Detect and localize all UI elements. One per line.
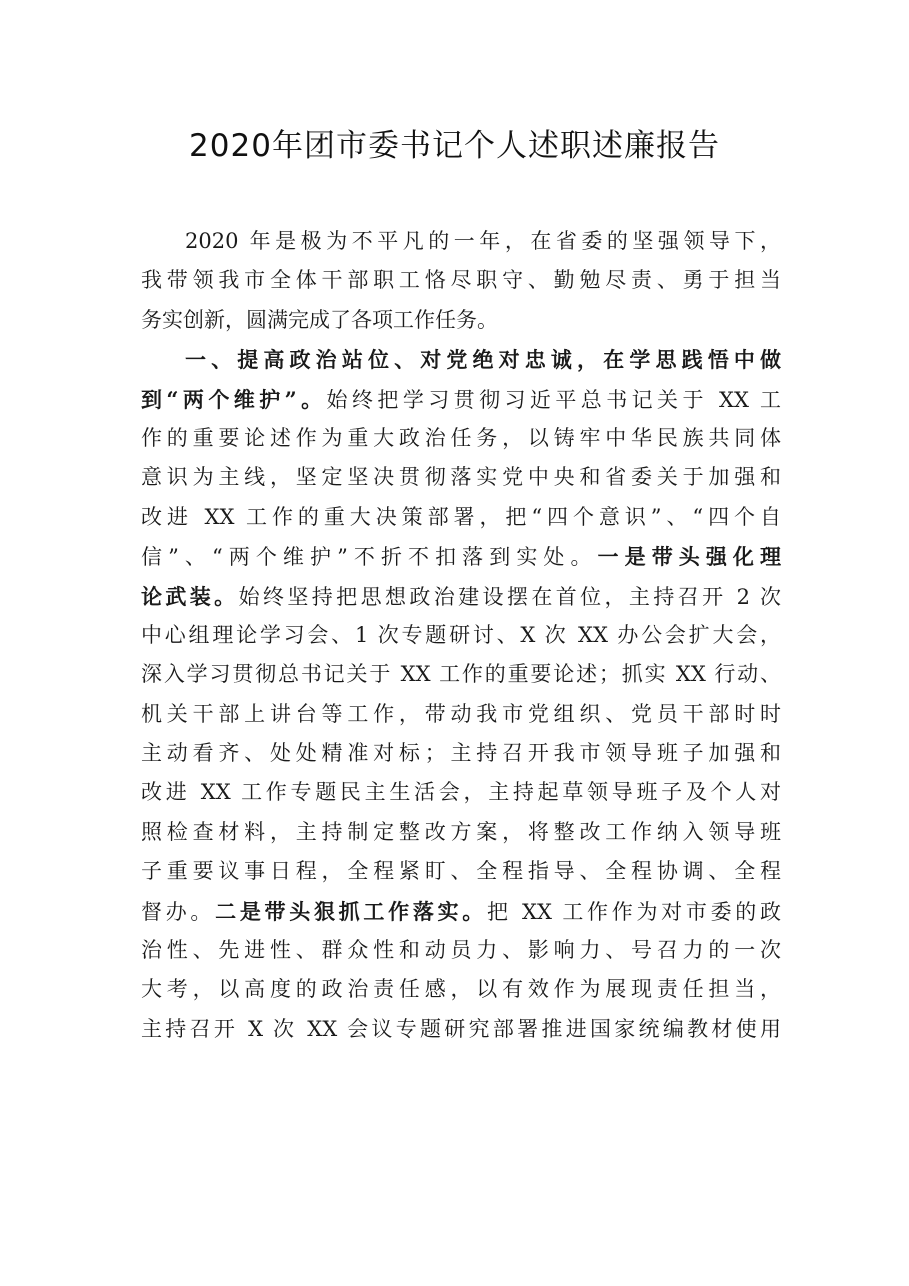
text-line [141,813,781,852]
text-segment: 把 XX 工作作为对市委的政 [486,899,782,924]
text-segment: 督办。 [141,899,216,924]
text-segment: 子重要议事日程，全程紧盯、全程指导、全程协调、全程 [141,859,781,884]
bold-text-segment: 一是带头强化理 [597,544,781,570]
text-line [141,577,781,616]
bold-text-segment: 二是带头狠抓工作落实。 [215,898,487,924]
text-segment: 始终坚持把思想政治建设摆在首位，主持召开 2 次 [238,584,782,609]
text-segment: 意识为主线，坚定坚决贯彻落实党中央和省委关于加强和 [141,465,781,490]
text-segment: 改进 XX 工作的重大决策部署，把“四个意识”、“四个自 [141,504,781,529]
text-segment: 始终把学习贯彻习近平总书记关于 XX 工 [326,387,781,412]
text-segment: 主动看齐、处处精准对标；主持召开我市领导班子加强和 [141,741,781,766]
text-line [141,695,781,734]
text-line [141,261,781,300]
text-segment: 主持召开 X 次 XX 会议专题研究部署推进国家统编教材使用 [141,1016,781,1041]
text-line [141,931,781,970]
text-line [141,1010,781,1049]
text-line [141,852,781,891]
text-segment: 中心组理论学习会、1 次专题研讨、X 次 XX 办公会扩大会， [141,622,781,647]
text-segment: 照检查材料，主持制定整改方案，将整改工作纳入领导班 [141,819,781,844]
text-line [141,734,781,773]
bold-text-segment: 一、提高政治站位、对党绝对忠诚，在学思践悟中做 [185,347,781,373]
bold-text-segment: 论武装。 [141,583,239,609]
text-segment: 信”、“两个维护”不折不扣落到实处。 [141,545,598,570]
text-segment: 大考，以高度的政治责任感，以有效作为展现责任担当， [141,977,781,1002]
text-line [141,892,781,931]
text-line [141,340,781,379]
text-segment: 2020 年是极为不平凡的一年，在省委的坚强领导下， [185,229,781,253]
text-line [141,655,781,694]
text-line [141,301,781,340]
text-segment: 改进 XX 工作专题民主生活会，主持起草领导班子及个人对 [141,780,781,805]
document-title: 2020年团市委书记个人述职述廉报告 [189,128,720,164]
text-line [141,537,781,576]
text-segment: 深入学习贯彻总书记关于 XX 工作的重要论述；抓实 XX 行动、 [141,662,781,687]
text-line [141,380,781,419]
text-segment: 作的重要论述作为重大政治任务，以铸牢中华民族共同体 [141,425,781,450]
text-line [141,458,781,497]
text-line [141,970,781,1009]
document-body [141,222,781,1049]
text-line [141,419,781,458]
text-line [141,616,781,655]
text-segment: 务实创新，圆满完成了各项工作任务。 [141,307,498,332]
text-segment: 治性、先进性、群众性和动员力、影响力、号召力的一次 [141,938,781,963]
text-line [141,222,781,261]
bold-text-segment: 到“两个维护”。 [141,386,327,412]
text-segment: 我带领我市全体干部职工恪尽职守、勤勉尽责、勇于担当 [141,268,781,293]
text-segment: 机关干部上讲台等工作，带动我市党组织、党员干部时时 [141,701,781,726]
text-line [141,773,781,812]
text-line [141,498,781,537]
